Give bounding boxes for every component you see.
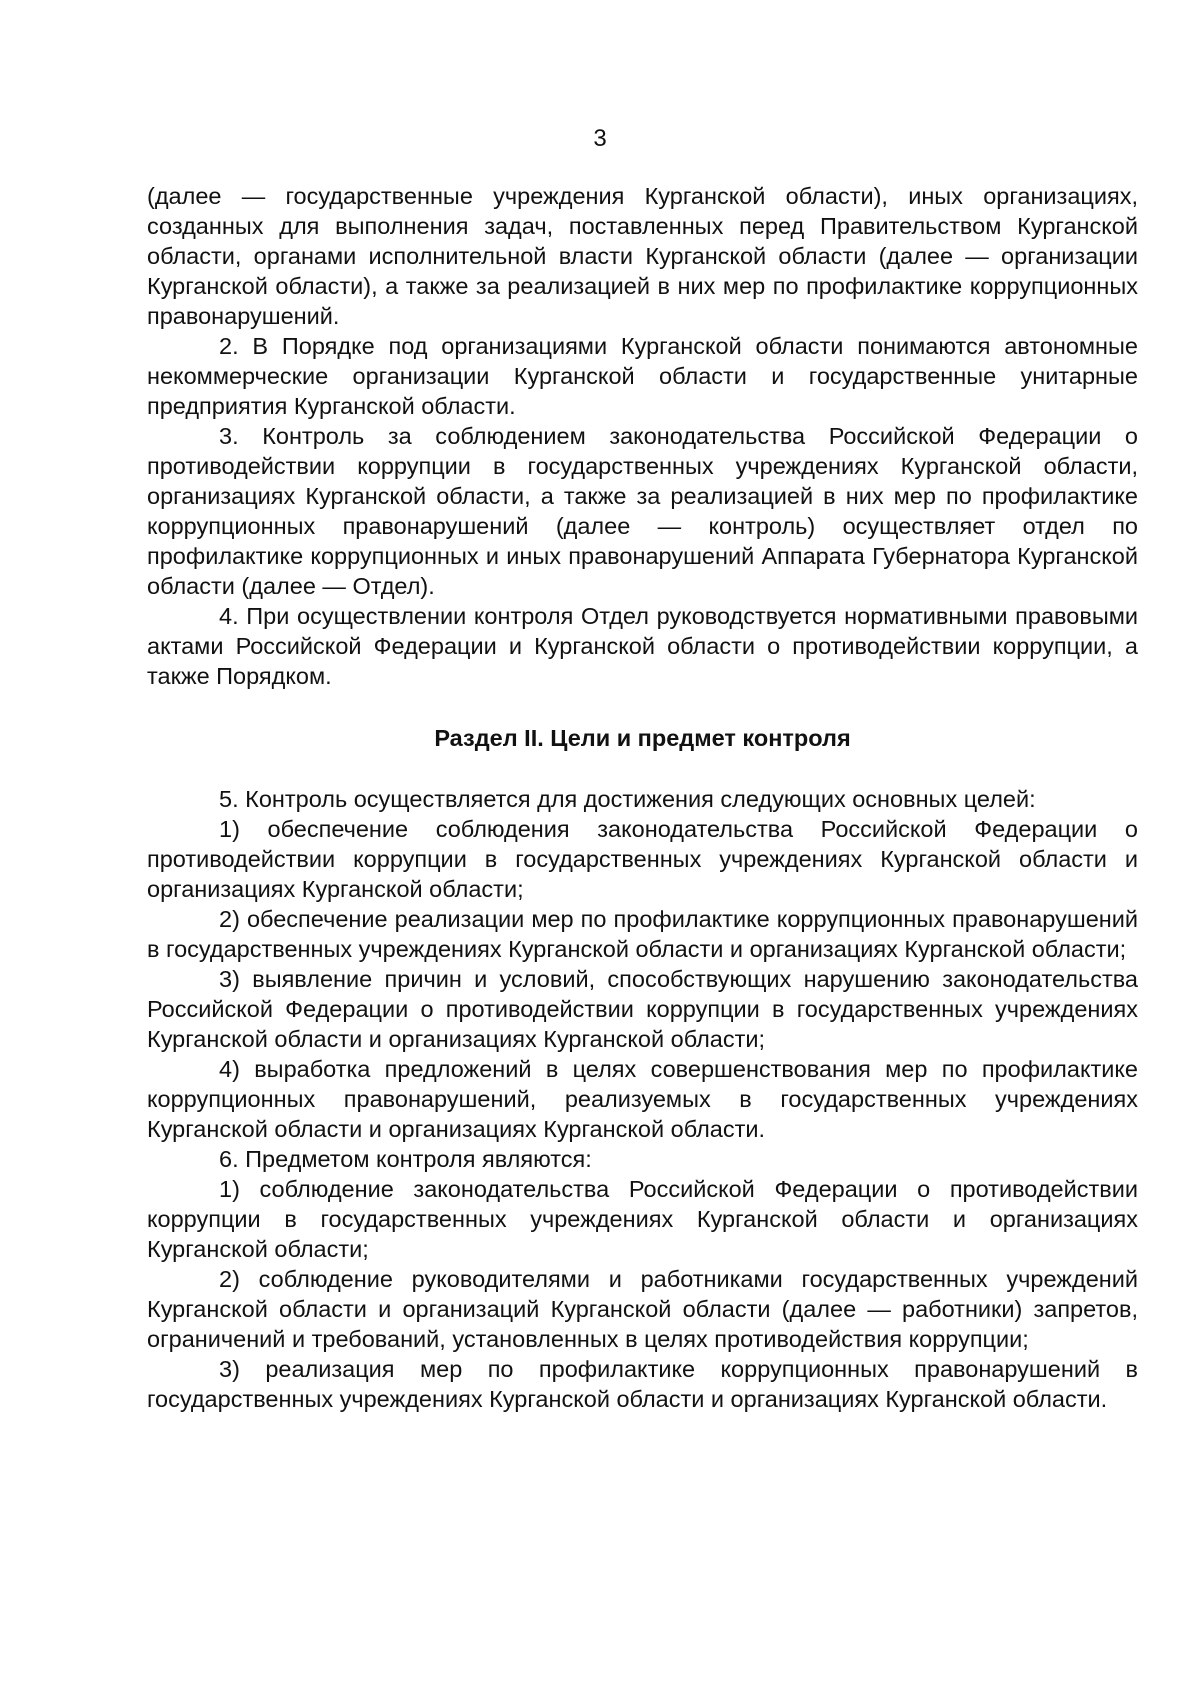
paragraph-item-5: 5. Контроль осуществляется для достижения следующих основных целей:: [219, 786, 1036, 812]
paragraph-item-3: 3. Контроль за соблюдением законодательства Российской Федерации о противодействии коррупции в государственных учреждениях Курганской области, организациях Курганской области, а также за реализацией в них мер по профилактике коррупционных правонарушений (далее — контроль) осуществляет отдел по профилактике коррупционных и иных правонарушений Аппарата Губернатора Курганской области (далее — Отдел).: [147, 423, 1138, 599]
page-number: 3: [593, 125, 607, 152]
paragraph-item-5-3: 3) выявление причин и условий, способствующих нарушению законодательства Российской Федерации о противодействии коррупции в государственных учреждениях Курганской области и организациях Курганской области;: [147, 966, 1138, 1052]
paragraph-item-5-2: 2) обеспечение реализации мер по профилактике коррупционных правонарушений в государственных учреждениях Курганской области и организациях Курганской области;: [147, 906, 1138, 962]
paragraph-item-6: 6. Предметом контроля являются:: [219, 1146, 592, 1172]
paragraph-item-6-3: 3) реализация мер по профилактике коррупционных правонарушений в государственных учреждениях Курганской области и организациях Курганской области.: [147, 1356, 1138, 1412]
paragraph-item-6-2: 2) соблюдение руководителями и работниками государственных учреждений Курганской области и организаций Курганской области (далее — работники) запретов, ограничений и требований, установленных в целях противодействия коррупции;: [147, 1266, 1138, 1352]
paragraph-item-4: 4. При осуществлении контроля Отдел руководствуется нормативными правовыми актами Российской Федерации и Курганской области о противодействии коррупции, а также Порядком.: [147, 603, 1138, 689]
document-body: [147, 181, 1138, 1414]
paragraph-item-6-1: 1) соблюдение законодательства Российской Федерации о противодействии коррупции в государственных учреждениях Курганской области и организациях Курганской области;: [147, 1176, 1138, 1262]
paragraph-item-2: 2. В Порядке под организациями Курганской области понимаются автономные некоммерческие организации Курганской области и государственные унитарные предприятия Курганской области.: [147, 333, 1138, 419]
paragraph-item-5-4: 4) выработка предложений в целях совершенствования мер по профилактике коррупционных правонарушений, реализуемых в государственных учреждениях Курганской области и организациях Курганской области.: [147, 1056, 1138, 1142]
paragraph-item-5-1: 1) обеспечение соблюдения законодательства Российской Федерации о противодействии коррупции в государственных учреждениях Курганской области и организациях Курганской области;: [147, 816, 1138, 902]
section-heading: Раздел II. Цели и предмет контроля: [434, 725, 851, 751]
paragraph-continuation: (далее — государственные учреждения Курганской области), иных организациях, созданных для выполнения задач, поставленных перед Правительством Курганской области, органами исполнительной власти Курганской области (далее — организации Курганской области), а также за реализацией в них мер по профилактике коррупционных правонарушений.: [147, 183, 1138, 329]
